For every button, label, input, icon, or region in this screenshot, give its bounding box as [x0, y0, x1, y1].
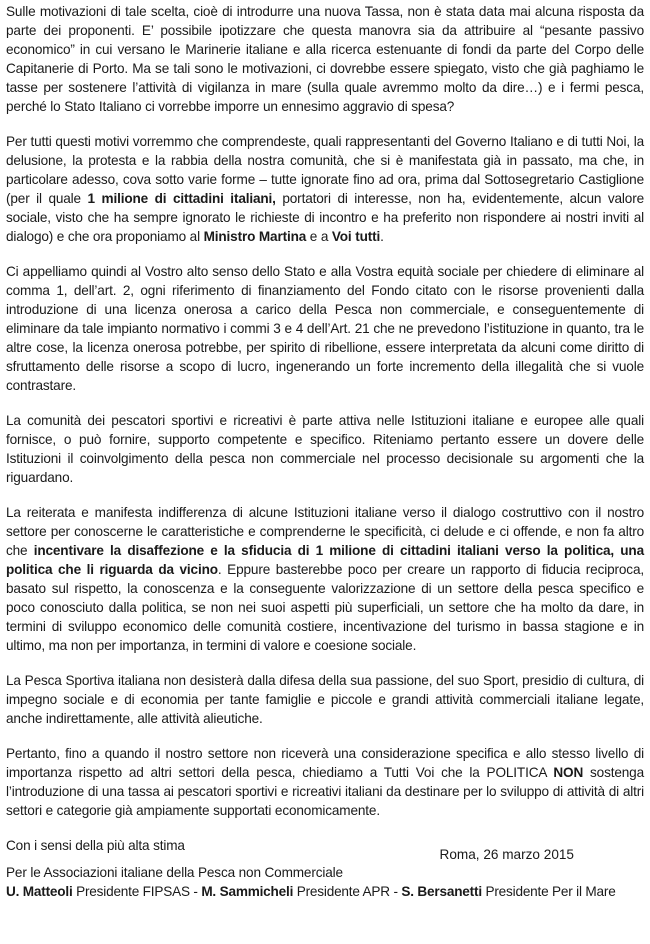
body-paragraph-5	[6, 503, 644, 655]
signatory-name: M. Sammicheli	[201, 884, 294, 899]
paragraph-text: . Eppure basterebbe poco per creare un rapporto di fiducia reciproca, basato sul rispetto, la conoscenza e la conseguente valorizzazione di un settore della pesca specifico e poco conosciuto dalla politica, se non nei suoi aspetti più superficiali, un settore che ha molto da dare, in termini di sviluppo economico delle comunità costiere, incentivazione del turismo in bassa stagione e in ultimo, ma non per importanza, in termini di valore e coesione sociale.	[6, 562, 644, 653]
paragraph-text: sostenga l’introduzione di una tassa ai pescatori sportivi e ricreativi italiani da destinare per lo sviluppo di attività di altri settori e categorie già ampiamente supportati economicamente.	[6, 765, 644, 818]
signature-separator: -	[389, 884, 402, 899]
body-paragraph-6	[6, 671, 644, 728]
paragraph-text: Per tutti questi motivi vorremmo che comprendeste, quali rappresentanti del Governo Italiano e di tutti Noi, la delusione, la protesta e la rabbia della nostra comunità, che si è manifestata già in passato, ma che, in particolare adesso, cova sotto varie forme – tutte ignorate fino ad ora, prima dal Sottosegretario Castiglione (per il quale	[6, 134, 644, 206]
paragraph-text: Pertanto, fino a quando il nostro settore non riceverà una considerazione specifica e allo stesso livello di importanza rispetto ad altri settori della pesca, chiediamo a Tutti Voi che la POLITICA	[6, 746, 644, 780]
letter-date: Roma, 26 marzo 2015	[439, 847, 574, 862]
signatory-name: U. Matteoli	[6, 884, 73, 899]
letter-body	[6, 2, 644, 820]
signatory-role: Presidente FIPSAS	[72, 884, 190, 899]
signatory-role: Presidente Per il Mare	[481, 884, 616, 899]
signatory-role: Presidente APR	[293, 884, 390, 899]
bold-text: Voi tutti	[331, 229, 381, 244]
paragraph-text: La comunità dei pescatori sportivi e ricreativi è parte attiva nelle Istituzioni italiane e europee alle quali fornisce, o può fornire, supporto competente e specifico. Riteniamo pertanto essere un dovere delle Istituzioni il coinvolgimento della pesca non commerciale nel processo decisionale su argomenti che la riguardano.	[6, 413, 644, 485]
bold-text: incentivare la disaffezione e la sfiducia di 1 milione di cittadini italiani verso la politica, una politica che li riguarda da vicino	[6, 543, 644, 577]
bold-text: NON	[553, 765, 584, 780]
paragraph-text: La Pesca Sportiva italiana non desisterà dalla difesa della sua passione, del suo Sport, presidio di cultura, di impegno sociale e di economia per tante famiglie e piccole e grandi attività commerciali italiane legate, anche indirettamente, alle attività alieutiche.	[6, 673, 644, 726]
body-paragraph-3	[6, 262, 644, 395]
paragraph-text: .	[380, 229, 384, 244]
signatures-line	[6, 882, 644, 901]
body-paragraph-4	[6, 411, 644, 487]
body-paragraph-7	[6, 744, 644, 820]
paragraph-text: e a	[306, 229, 332, 244]
paragraph-text: Sulle motivazioni di tale scelta, cioè di introdurre una nuova Tassa, non è stata data mai alcuna risposta da parte dei proponenti. E’ possibile ipotizzare che questa manovra sia da attribuire al “pesante passivo economico” in cui versano le Marinerie italiane e alla ricerca estenuante di fondi da parte del Corpo delle Capitanerie di Porto. Ma se tali sono le motivazioni, ci dovrebbe essere spiegato, visto che già paghiamo le tasse per sostenere l’attività di vigilanza in mare (sulla quale avremmo molto da dire…) e i fermi pesca, perché lo Stato Italiano ci vorrebbe imporre un ennesimo aggravio di spesa?	[6, 4, 644, 114]
body-paragraph-1	[6, 2, 644, 116]
bold-text: Ministro Martina	[203, 229, 307, 244]
paragraph-text: portatori di interesse, non ha, evidentemente, alcun valore sociale, visto che ha sempre ignorato le richieste di incontro e ha preferito non rispondere ai nostri inviti al dialogo) e che ora proponiamo al	[6, 191, 644, 244]
paragraph-text: Ci appelliamo quindi al Vostro alto senso dello Stato e alla Vostra equità sociale per chiedere di eliminare al comma 1, dell’art. 2, ogni riferimento di finanziamento del Fondo citato con le risorse provenienti dalla introduzione di una licenza onerosa a carico della Pesca non commerciale, e conseguentemente di eliminare da tale impianto normativo i commi 3 e 4 dell’Art. 21 che ne prevedono l’istituzione in quanto, tra le altre cose, la licenza onerosa potrebbe, per spirito di ribellione, essere interpretata da alcuni come diritto di sfruttamento delle risorse a scopo di lucro, ingenerando un forte incremento della illegalità che si vuole contrastare.	[6, 264, 644, 393]
signature-separator: -	[189, 884, 202, 899]
letter-page	[6, 2, 644, 901]
paragraph-text: La reiterata e manifesta indifferenza di alcune Istituzioni italiane verso il dialogo costruttivo con il nostro settore per conoscerne le caratteristiche e comprenderne le specificità, ci delude e ci offende, e non fa altro che	[6, 505, 644, 558]
signatory-name: S. Bersanetti	[401, 884, 482, 899]
associations-line: Per le Associazioni italiane della Pesca non Commerciale	[6, 865, 343, 880]
closing-line: Con i sensi della più alta stima	[6, 838, 185, 853]
bold-text: 1 milione di cittadini italiani,	[87, 191, 276, 206]
body-paragraph-2	[6, 132, 644, 246]
